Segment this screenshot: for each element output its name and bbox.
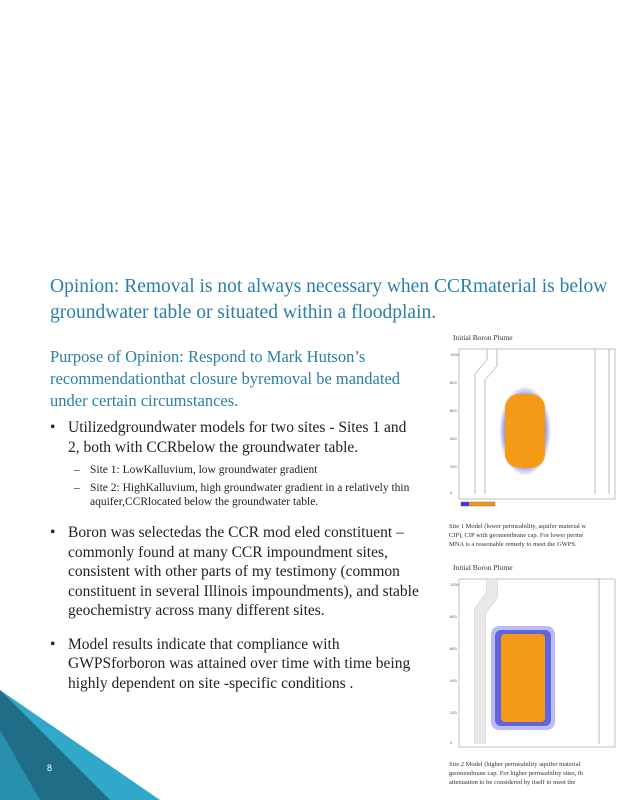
bullet-glyph: •: [50, 635, 56, 653]
figure-2-caption: [449, 760, 617, 787]
page-number: 8: [47, 763, 53, 773]
dash-glyph: –: [74, 482, 80, 494]
figure-2-caption-line: geomembrane cap. For higher permeability sites, th: [449, 770, 583, 777]
svg-text:400: 400: [450, 679, 457, 683]
svg-text:1000: 1000: [450, 353, 459, 357]
figure-1-caption-line: MNA is a reasonable remedy to meet the GWPS.: [449, 541, 577, 548]
figure-2-title: Initial Boron Plume: [453, 563, 513, 572]
figure-1-caption: [449, 522, 617, 549]
corner-decoration: [0, 690, 160, 800]
bullet-list: [50, 418, 420, 707]
figure-site-1: [449, 333, 617, 549]
bullet-glyph: •: [50, 419, 56, 436]
figure-site-2: [449, 563, 617, 787]
figure-2-caption-line: attenuation to be considered by itself to meet the: [449, 779, 576, 786]
y-tick-labels: [450, 353, 459, 495]
bullet-boron-text: Boron was selectedas the CCR mod eled constituent – commonly found at many CCR impoundment sites, consistent with other parts of my testimony (common constituent in several Illinois impoundments), and stable geochemistry across many different sites.: [68, 524, 419, 619]
dash-glyph: –: [74, 464, 80, 476]
svg-text:800: 800: [450, 615, 457, 619]
sub-bullet-list: [68, 463, 420, 509]
slide-title-line-2: groundwater table or situated within a floodplain.: [50, 302, 437, 323]
bullet-glyph: •: [50, 524, 56, 541]
slide-title: [50, 274, 618, 326]
color-scale-legend: [461, 502, 495, 506]
svg-text:0: 0: [450, 741, 453, 745]
figure-2-plot: [449, 574, 617, 754]
y-tick-labels: [450, 583, 459, 745]
bullet-models: [50, 418, 420, 509]
sub-bullet-site-2-text: Site 2: HighKalluvium, high groundwater gradient in a relatively thin aquifer,CCRlocated below the groundwater table.: [90, 482, 410, 508]
figure-1-caption-line: CIP), CIP with geomembrane cap. For lower perme: [449, 532, 584, 539]
svg-text:600: 600: [450, 409, 457, 413]
svg-text:800: 800: [450, 381, 457, 385]
svg-text:200: 200: [450, 711, 457, 715]
boron-plume: [499, 386, 551, 476]
bullet-results: [50, 635, 420, 694]
slide-title-line-1: Opinion: Removal is not always necessary when CCRmaterial is below: [50, 276, 608, 297]
sub-bullet-site-1-text: Site 1: LowKalluvium, low groundwater gradient: [90, 464, 318, 476]
boron-plume: [491, 626, 555, 730]
sub-bullet-site-2: [68, 481, 420, 509]
svg-text:400: 400: [450, 437, 457, 441]
bullet-models-text: Utilizedgroundwater models for two sites - Sites 1 and 2, both with CCRbelow the groundwater table.: [68, 419, 407, 456]
bullet-boron: [50, 523, 420, 621]
figure-2-caption-line: Site 2 Model (higher permeability aquifer material: [449, 761, 581, 768]
purpose-statement: Purpose of Opinion: Respond to Mark Hutson’s recommendationthat closure byremoval be mandated under certain circumstances.: [50, 347, 401, 410]
svg-text:0: 0: [450, 491, 453, 495]
svg-text:600: 600: [450, 647, 457, 651]
svg-text:200: 200: [450, 465, 457, 469]
sub-bullet-site-1: [68, 463, 420, 477]
bullet-results-text: Model results indicate that compliance with GWPSforboron was attained over time with time being highly dependent on site -specific conditions .: [68, 635, 411, 692]
figure-1-plot: [449, 344, 617, 516]
figure-1-title: Initial Boron Plume: [453, 333, 513, 342]
figure-1-caption-line: Site 1 Model (lower permeability, aquifer material w: [449, 523, 587, 530]
svg-text:1000: 1000: [450, 583, 459, 587]
